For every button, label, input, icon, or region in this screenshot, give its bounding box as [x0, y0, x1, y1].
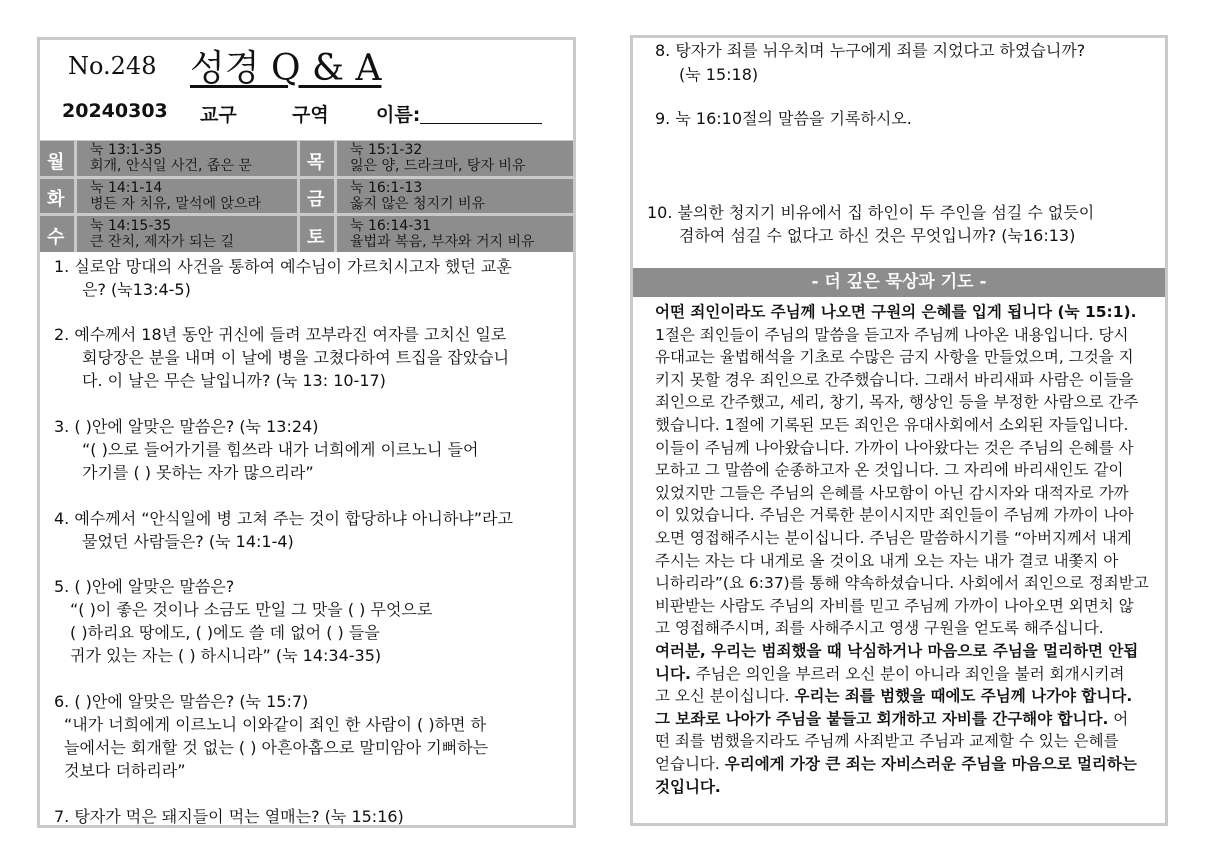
meditation-text: 비판받는 사람도 주님의 자비를 믿고 주님께 가까이 나아오면 외면치 않	[655, 596, 1134, 615]
question-3-line-3: 가기를 ( ) 못하는 자가 많으리라”	[82, 463, 314, 482]
reading-desc-monday: 회개, 안식일 사건, 좁은 문	[90, 158, 252, 174]
reading-desc-saturday: 율법과 복음, 부자와 거지 비유	[350, 234, 535, 250]
worksheet-left-panel	[37, 37, 576, 828]
question-8-line-1: 8. 탕자가 죄를 뉘우치며 누구에게 죄를 지었다고 하였습니까?	[655, 41, 1086, 60]
meditation-line	[655, 527, 1132, 550]
meditation-line	[655, 324, 1128, 347]
meditation-text: 1절은 죄인들이 주님의 말씀을 듣고자 주님께 나아온 내용입니다. 당시	[655, 325, 1129, 344]
meditation-text: 주님은 의인을 부르러 오신 분이 아니라 죄인을 불러 회개시키려	[690, 664, 1125, 683]
meditation-text: 떤 죄를 범했을지라도 주님께 사죄받고 주님과 교제할 수 있는 은혜를	[655, 732, 1119, 751]
reading-schedule	[40, 140, 573, 252]
meditation-text: 얻습니다.	[655, 755, 725, 773]
reading-desc-thursday: 잃은 양, 드라크마, 탕자 비유	[350, 158, 526, 174]
question-4-line-2: 물었던 사람들은? (눅 14:1-4)	[82, 532, 294, 551]
meditation-line	[655, 301, 1137, 324]
meditation-text: 주시는 자는 다 내게로 올 것이요 내게 오는 자는 내가 결코 내쫓지 아	[655, 551, 1119, 570]
meditation-text: 이들이 주님께 나아왔습니다. 가까이 나아왔다는 것은 주님의 은혜를 사	[655, 438, 1134, 457]
district-label: 교구	[200, 104, 237, 126]
meditation-text: 있었지만 그들은 주님의 은혜를 사모함이 아닌 감시자와 대적자로 가까	[655, 483, 1129, 502]
question-6-line-4: 것보다 더하리라”	[64, 761, 186, 780]
page-title: 성경 Q & A	[190, 48, 382, 89]
meditation-line	[655, 640, 1138, 663]
question-1-line-1: 1. 실로암 망대의 사건을 통하여 예수님이 가르치시고자 했던 교훈	[54, 257, 512, 276]
question-6-line-2: “내가 너희에게 이르노니 이와같이 죄인 한 사람이 ( )하면 하	[64, 715, 487, 734]
meditation-line	[655, 391, 1138, 414]
question-9-line-1: 9. 눅 16:10절의 말씀을 기록하시오.	[655, 109, 912, 128]
meditation-text: 모하고 그 말씀에 순종하고자 온 것입니다. 그 자리에 바리새인도 같이	[655, 461, 1124, 480]
question-6-line-1: 6. ( )안에 알맞은 말씀은? (눅 15:7)	[54, 692, 309, 711]
meditation-text: 니하리라”(요 6:37)를 통해 약속하셨습니다. 사회에서 죄인으로 정죄받고	[655, 574, 1149, 593]
meditation-line	[655, 776, 721, 799]
day-thursday: 목	[307, 152, 325, 173]
meditation-text: 고 오신 분이십니다.	[655, 687, 795, 706]
meditation-emphasis-text: 어떤 죄인이라도 주님께 나오면 구원의 은혜를 입게 됩니다 (눅 15:1).	[655, 303, 1137, 321]
question-4-line-1: 4. 예수께서 “안식일에 병 고쳐 주는 것이 합당하냐 아니하냐”라고	[54, 509, 513, 528]
meditation-emphasis-text: 니다.	[655, 664, 691, 683]
meditation-line	[655, 414, 1128, 437]
meditation-line	[655, 617, 1104, 640]
question-10-line-1: 10. 불의한 청지기 비유에서 집 하인이 두 주인을 섬길 수 없듯이	[647, 203, 1095, 222]
meditation-line	[655, 663, 1125, 686]
reading-desc-wednesday: 큰 잔치, 제자가 되는 길	[90, 234, 234, 250]
question-5-line-3: ( )하리요 땅에도, ( )에도 쓸 데 없어 ( ) 들을	[70, 623, 380, 642]
reading-ref-wednesday: 눅 14:15-35	[90, 218, 172, 234]
meditation-text: 유대교는 율법해석을 기초로 수많은 금지 사항을 만들었으며, 그것을 지	[655, 348, 1134, 367]
meditation-line	[655, 685, 1132, 708]
reading-ref-saturday: 눅 16:14-31	[350, 218, 432, 234]
reading-desc-tuesday: 병든 자 치유, 말석에 앉으라	[90, 196, 262, 212]
meditation-line	[655, 730, 1119, 753]
meditation-emphasis-text: 그 보좌로 나아가 주님을 붙들고 회개하고 자비를 간구해야 합니다.	[655, 709, 1109, 728]
meditation-line	[655, 708, 1128, 731]
meditation-line	[655, 369, 1134, 392]
meditation-line	[655, 504, 1134, 527]
meditation-text: 고 영접해주시며, 죄를 사해주시고 영생 구원을 얻도록 해주십니다.	[655, 619, 1104, 638]
day-wednesday: 수	[47, 227, 65, 248]
meditation-text: 오면 영접해주시는 분이십니다. 주님은 말씀하시기를 “아버지께서 내게	[655, 529, 1132, 547]
meditation-line	[655, 595, 1134, 618]
day-friday: 금	[307, 189, 325, 210]
day-saturday: 토	[307, 227, 325, 248]
question-3-line-2: “( )으로 들어가기를 힘쓰라 내가 너희에게 이르노니 들어	[82, 440, 479, 459]
reading-ref-thursday: 눅 15:1-32	[350, 142, 423, 158]
reading-ref-friday: 눅 16:1-13	[350, 180, 423, 196]
meditation-text: 이 있었습니다. 주님은 거룩한 분이시지만 죄인들이 주님께 가까이 나아	[655, 506, 1134, 525]
question-5-line-1: 5. ( )안에 알맞은 말씀은?	[54, 577, 235, 596]
reading-ref-monday: 눅 13:1-35	[90, 142, 163, 158]
name-blank-line	[420, 123, 542, 124]
meditation-emphasis-text: 우리는 죄를 범했을 때에도 주님께 나가야 합니다.	[794, 687, 1133, 706]
name-label: 이름:	[376, 104, 421, 126]
meditation-heading: - 더 깊은 묵상과 기도 -	[633, 268, 1165, 297]
question-2-line-2: 회당장은 분을 내며 이 날에 병을 고쳤다하여 트집을 잡았습니	[82, 348, 510, 367]
date-label: 20240303	[62, 100, 168, 122]
meditation-emphasis-text: 것입니다.	[655, 777, 721, 796]
meditation-text: 죄인으로 간주했고, 세리, 창기, 목자, 행상인 등을 부정한 사람으로 간주	[655, 393, 1139, 412]
meditation-line	[655, 437, 1134, 460]
day-monday: 월	[47, 152, 65, 173]
issue-number: No.248	[68, 52, 157, 80]
meditation-line	[655, 572, 1149, 595]
day-tuesday: 화	[47, 189, 65, 210]
question-2-line-3: 다. 이 날은 무슨 날입니까? (눅 13: 10-17)	[82, 371, 386, 390]
meditation-line	[655, 459, 1124, 482]
meditation-text: 어	[1108, 709, 1129, 728]
meditation-line	[655, 753, 1137, 776]
worksheet-right-panel	[630, 35, 1168, 826]
zone-label: 구역	[292, 104, 329, 126]
question-10-line-2: 겸하여 섬길 수 없다고 하신 것은 무엇입니까? (눅16:13)	[679, 226, 1076, 245]
question-8-line-2: (눅 15:18)	[679, 65, 759, 84]
reading-desc-friday: 옳지 않은 청지기 비유	[350, 196, 486, 212]
meditation-line	[655, 346, 1134, 369]
question-7-line-1: 7. 탕자가 먹은 돼지들이 먹는 열매는? (눅 15:16)	[54, 807, 404, 826]
question-3-line-1: 3. ( )안에 알맞은 말씀은? (눅 13:24)	[54, 417, 319, 436]
question-5-line-2: “( )이 좋은 것이나 소금도 만일 그 맛을 ( ) 무엇으로	[70, 600, 433, 619]
meditation-emphasis-text: 우리에게 가장 큰 죄는 자비스러운 주님을 마음으로 멀리하는	[724, 755, 1137, 773]
meditation-emphasis-text: 여러분, 우리는 범죄했을 때 낙심하거나 마음으로 주님을 멀리하면 안됩	[655, 642, 1139, 660]
meditation-line	[655, 550, 1118, 573]
meditation-text: 했습니다. 1절에 기록된 모든 죄인은 유대사회에서 소외된 자들입니다.	[655, 416, 1129, 434]
reading-ref-tuesday: 눅 14:1-14	[90, 180, 163, 196]
meditation-line	[655, 482, 1129, 505]
question-5-line-4: 귀가 있는 자는 ( ) 하시니라” (눅 14:34-35)	[70, 646, 382, 665]
question-2-line-1: 2. 예수께서 18년 동안 귀신에 들려 꼬부라진 여자를 고치신 일로	[54, 325, 507, 344]
question-1-line-2: 은? (눅13:4-5)	[82, 280, 191, 299]
meditation-text: 키지 못할 경우 죄인으로 간주했습니다. 그래서 바리새파 사람은 이들을	[655, 370, 1134, 389]
question-6-line-3: 늘에서는 회개할 것 없는 ( ) 아흔아홉으로 말미암아 기뻐하는	[64, 738, 489, 757]
